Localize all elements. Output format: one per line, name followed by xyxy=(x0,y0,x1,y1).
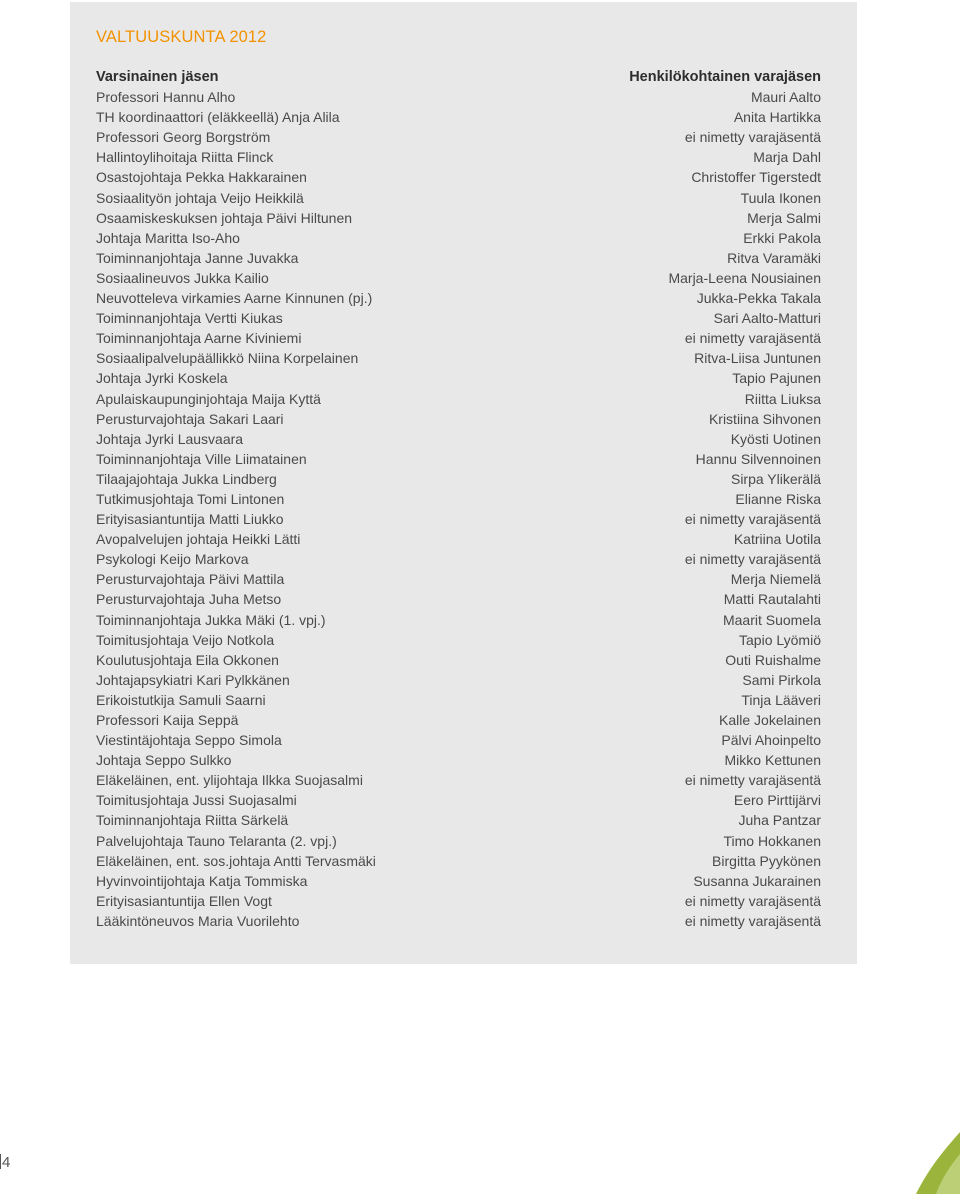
member-name: Tutkimusjohtaja Tomi Lintonen xyxy=(96,490,285,507)
member-name: Professori Georg Borgström xyxy=(96,129,271,146)
deputy-name: Pälvi Ahoinpelto xyxy=(721,732,821,749)
member-name: Johtajapsykiatri Kari Pylkkänen xyxy=(96,671,290,688)
member-name: Hallintoylihoitaja Riitta Flinck xyxy=(96,149,274,166)
deputy-name: Sami Pirkola xyxy=(742,671,821,688)
member-name: Toiminnanjohtaja Vertti Kiukas xyxy=(96,310,283,327)
member-name: Professori Hannu Alho xyxy=(96,89,236,106)
member-name: Johtaja Jyrki Koskela xyxy=(96,370,228,387)
deputy-name: Katriina Uotila xyxy=(733,531,821,548)
member-column xyxy=(96,67,376,931)
member-name: Apulaiskaupunginjohtaja Maija Kyttä xyxy=(96,390,321,407)
deputy-name: Christoffer Tigerstedt xyxy=(691,169,821,186)
deputy-name: ei nimetty varajäsentä xyxy=(684,912,821,929)
member-name: Sosiaalineuvos Jukka Kailio xyxy=(96,269,269,286)
member-name: Johtaja Seppo Sulkko xyxy=(96,752,232,769)
member-name: Perusturvajohtaja Juha Metso xyxy=(96,591,282,608)
deputy-name: Hannu Silvennoinen xyxy=(695,450,821,467)
member-name: Psykologi Keijo Markova xyxy=(96,551,249,568)
deputy-name: Ritva-Liisa Juntunen xyxy=(694,350,821,367)
member-name: Professori Kaija Seppä xyxy=(96,712,239,728)
member-name: Palvelujohtaja Tauno Telaranta (2. vpj.) xyxy=(96,832,337,849)
corner-leaf-decoration xyxy=(910,1124,960,1194)
deputy-name: Kyösti Uotinen xyxy=(730,430,821,447)
deputy-name: Timo Hokkanen xyxy=(723,832,821,849)
member-name: Osastojohtaja Pekka Hakkarainen xyxy=(96,169,307,186)
deputy-name: Tapio Lyömiö xyxy=(739,631,821,648)
member-name: Eläkeläinen, ent. ylijohtaja Ilkka Suojasalmi xyxy=(96,772,363,789)
section-title: VALTUUSKUNTA 2012 xyxy=(96,28,267,46)
deputy-name: Mauri Aalto xyxy=(750,89,821,106)
member-name: Avopalvelujen johtaja Heikki Lätti xyxy=(96,531,301,548)
deputy-name: ei nimetty varajäsentä xyxy=(684,330,821,347)
member-name: Johtaja Maritta Iso-Aho xyxy=(96,229,240,246)
member-name: Erikoistutkija Samuli Saarni xyxy=(96,691,266,708)
member-name: Erityisasiantuntija Ellen Vogt xyxy=(96,892,272,909)
deputy-name: ei nimetty varajäsentä xyxy=(684,892,821,909)
deputy-name: Maarit Suomela xyxy=(722,611,821,628)
page-number xyxy=(0,1154,10,1171)
member-name: Perusturvajohtaja Päivi Mattila xyxy=(96,571,285,588)
deputy-name: Juha Pantzar xyxy=(738,812,821,829)
member-column-header: Varsinainen jäsen xyxy=(96,69,219,85)
member-name: Toiminnanjohtaja Aarne Kiviniemi xyxy=(96,330,302,347)
deputy-name: Kristiina Sihvonen xyxy=(708,410,821,427)
deputy-name: Susanna Jukarainen xyxy=(693,872,821,889)
deputy-name: Tuula Ikonen xyxy=(740,189,821,206)
member-name: Toimitusjohtaja Jussi Suojasalmi xyxy=(96,792,297,809)
member-name: Tilaajajohtaja Jukka Lindberg xyxy=(96,470,277,487)
deputy-name: Ritva Varamäki xyxy=(727,249,821,266)
page-number-rule xyxy=(0,1154,1,1169)
deputy-name: Merja Salmi xyxy=(747,209,821,226)
deputy-name: Mikko Kettunen xyxy=(724,752,821,769)
deputy-name: Anita Hartikka xyxy=(733,109,821,126)
deputy-name: Merja Niemelä xyxy=(730,571,821,588)
deputy-name: Outi Ruishalme xyxy=(725,651,821,668)
member-name: Koulutusjohtaja Eila Okkonen xyxy=(96,651,279,668)
deputy-name: Erkki Pakola xyxy=(743,229,821,246)
deputy-name: Eero Pirttijärvi xyxy=(733,792,821,809)
member-name: Osaamiskeskuksen johtaja Päivi Hiltunen xyxy=(96,209,353,226)
deputy-name: ei nimetty varajäsentä xyxy=(684,551,821,568)
deputy-name: Birgitta Pyykönen xyxy=(712,852,821,869)
member-name: Toiminnanjohtaja Jukka Mäki (1. vpj.) xyxy=(96,611,326,628)
deputy-name: Sirpa Ylikerälä xyxy=(730,470,821,487)
member-name: Toiminnanjohtaja Ville Liimatainen xyxy=(96,450,307,467)
deputy-name: Riitta Liuksa xyxy=(744,390,821,407)
member-name: Toiminnanjohtaja Janne Juvakka xyxy=(96,249,299,266)
member-name: Toiminnanjohtaja Riitta Särkelä xyxy=(96,812,289,829)
member-name: Viestintäjohtaja Seppo Simola xyxy=(96,732,282,749)
member-name: Sosiaalityön johtaja Veijo Heikkilä xyxy=(96,189,304,206)
deputy-name: Marja Dahl xyxy=(753,149,821,166)
member-name: Hyvinvointijohtaja Katja Tommiska xyxy=(96,872,308,889)
deputy-name: Jukka-Pekka Takala xyxy=(696,290,821,307)
deputy-name: Matti Rautalahti xyxy=(723,591,821,608)
member-name: Lääkintöneuvos Maria Vuorilehto xyxy=(96,912,300,929)
member-name: TH koordinaattori (eläkkeellä) Anja Alila xyxy=(96,109,340,126)
member-name: Neuvotteleva virkamies Aarne Kinnunen (pj.) xyxy=(96,290,373,307)
deputy-column-header: Henkilökohtainen varajäsen xyxy=(629,69,821,85)
deputy-name: ei nimetty varajäsentä xyxy=(684,772,821,789)
member-name: Toimitusjohtaja Veijo Notkola xyxy=(96,631,275,648)
deputy-name: Kalle Jokelainen xyxy=(719,712,821,728)
deputy-name: Marja-Leena Nousiainen xyxy=(668,269,821,286)
deputy-name: ei nimetty varajäsentä xyxy=(684,129,821,146)
member-name: Sosiaalipalvelupäällikkö Niina Korpelainen xyxy=(96,350,359,367)
page-number-text: 4 xyxy=(2,1154,11,1171)
deputy-name: Sari Aalto-Matturi xyxy=(713,310,821,327)
member-name: Erityisasiantuntija Matti Liukko xyxy=(96,511,284,528)
deputy-column xyxy=(629,67,821,931)
deputy-name: Elianne Riska xyxy=(735,490,821,507)
member-name: Johtaja Jyrki Lausvaara xyxy=(96,430,244,447)
deputy-name: ei nimetty varajäsentä xyxy=(684,511,821,528)
deputy-name: Tapio Pajunen xyxy=(732,370,821,387)
deputy-name: Tinja Lääveri xyxy=(741,691,821,708)
member-name: Perusturvajohtaja Sakari Laari xyxy=(96,410,284,427)
member-name: Eläkeläinen, ent. sos.johtaja Antti Tervasmäki xyxy=(96,852,376,869)
